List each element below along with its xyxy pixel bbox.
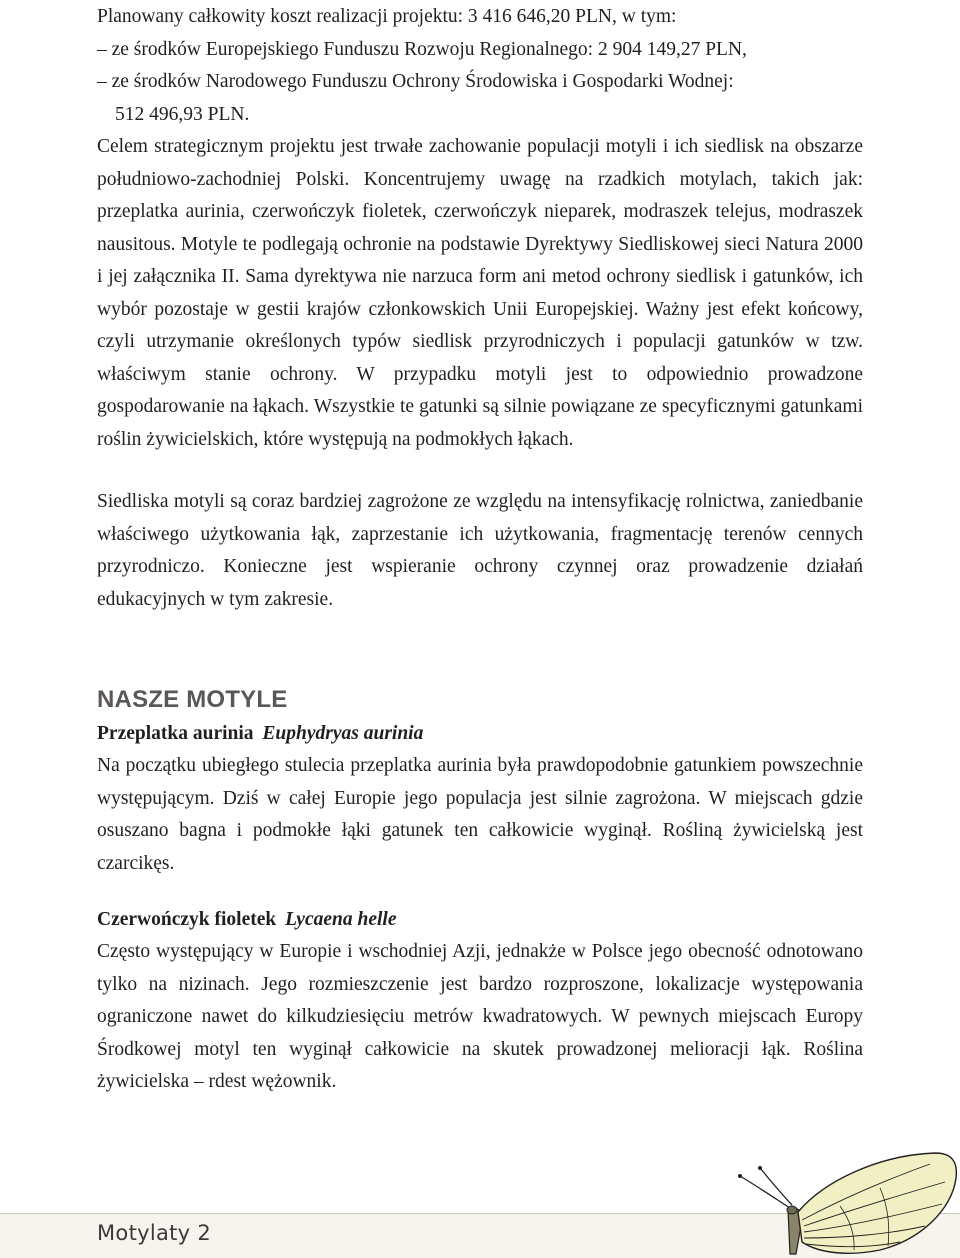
- funding-item-efrr: – ze środków Europejskiego Funduszu Rozwoju Regionalnego: 2 904 149,27 PLN,: [97, 38, 747, 60]
- butterfly-icon: [730, 1150, 960, 1257]
- funding-item-nfosigw-amount: 512 496,93 PLN.: [115, 103, 250, 125]
- species-block: [97, 904, 863, 1099]
- section-title: NASZE MOTYLE: [97, 686, 288, 713]
- species-heading: [97, 718, 863, 750]
- threats-paragraph: Siedliska motyli są coraz bardziej zagrożone ze względu na intensyfikację rolnictwa, zaniedbanie właściwego użytkowania łąk, zaprzestanie ich użytkowania, fragmentację terenów cennych przyrodniczo. Konieczne jest wspieranie ochrony czynnej oraz prowadzenie działań edukacyjnych w tym zakresie.: [97, 491, 863, 610]
- total-cost-line: Planowany całkowity koszt realizacji projektu: 3 416 646,20 PLN, w tym:: [97, 6, 677, 27]
- species-name: Czerwończyk fioletek: [97, 909, 277, 930]
- species-latin-name: Euphydryas aurinia: [262, 723, 424, 744]
- species-heading: [97, 904, 863, 936]
- species-name: Przeplatka aurinia: [97, 723, 254, 744]
- funding-item-nfosigw: – ze środków Narodowego Funduszu Ochrony Środowiska i Gospodarki Wodnej:: [97, 71, 734, 92]
- species-description: Często występujący w Europie i wschodniej Azji, jednakże w Polsce jego obecność odnotowano tylko na nizinach. Jego rozmieszczenie jest bardzo rozproszone, lokalizacje występowania ograniczone nawet do kilkudziesięciu metrów kwadratowych. W pewnych miejscach Europy Środkowej motyl ten wyginął całkowicie na skutek prowadzonej melioracji łąk. Roślina żywicielska – rdest wężownik.: [97, 941, 863, 1092]
- species-latin-name: Lycaena helle: [285, 909, 397, 930]
- page-content: [97, 0, 863, 1099]
- intro-paragraph: [97, 0, 863, 456]
- footer-title: Motylaty 2: [97, 1221, 212, 1245]
- species-description: Na początku ubiegłego stulecia przeplatka aurinia była prawdopodobnie gatunkiem powszechnie występującym. Dziś w całej Europie jego populacja jest silnie zagrożona. W miejscach gdzie osuszano bagna i podmokłe łąki gatunek ten całkowicie wyginął. Rośliną żywicielską jest czarcikęs.: [97, 755, 863, 874]
- species-block: [97, 718, 863, 880]
- project-goal-text: Celem strategicznym projektu jest trwałe zachowanie populacji motyli i ich siedlisk na obszarze południowo-zachodniej Polski. Koncentrujemy uwagę na rzadkich motylach, takich jak: przeplatka aurinia, czerwończyk fioletek, czerwończyk nieparek, modraszek telejus, modraszek nausitous. Motyle te podlegają ochronie na podstawie Dyrektywy Siedliskowej sieci Natura 2000 i jej załącznika II. Sama dyrektywa nie narzuca form ani metod ochrony siedlisk i gatunków, ich wybór pozostaje w gestii krajów członkowskich Unii Europejskiej. Ważny jest efekt końcowy, czyli utrzymanie określonych typów siedlisk przyrodniczych i populacji gatunków w tzw. właściwym stanie ochrony. W przypadku motyli jest to odpowiednio prowadzone gospodarowanie na łąkach. Wszystkie te gatunki są silnie powiązane ze specyficznymi gatunkami roślin żywicielskich, które występują na podmokłych łąkach.: [97, 136, 863, 450]
